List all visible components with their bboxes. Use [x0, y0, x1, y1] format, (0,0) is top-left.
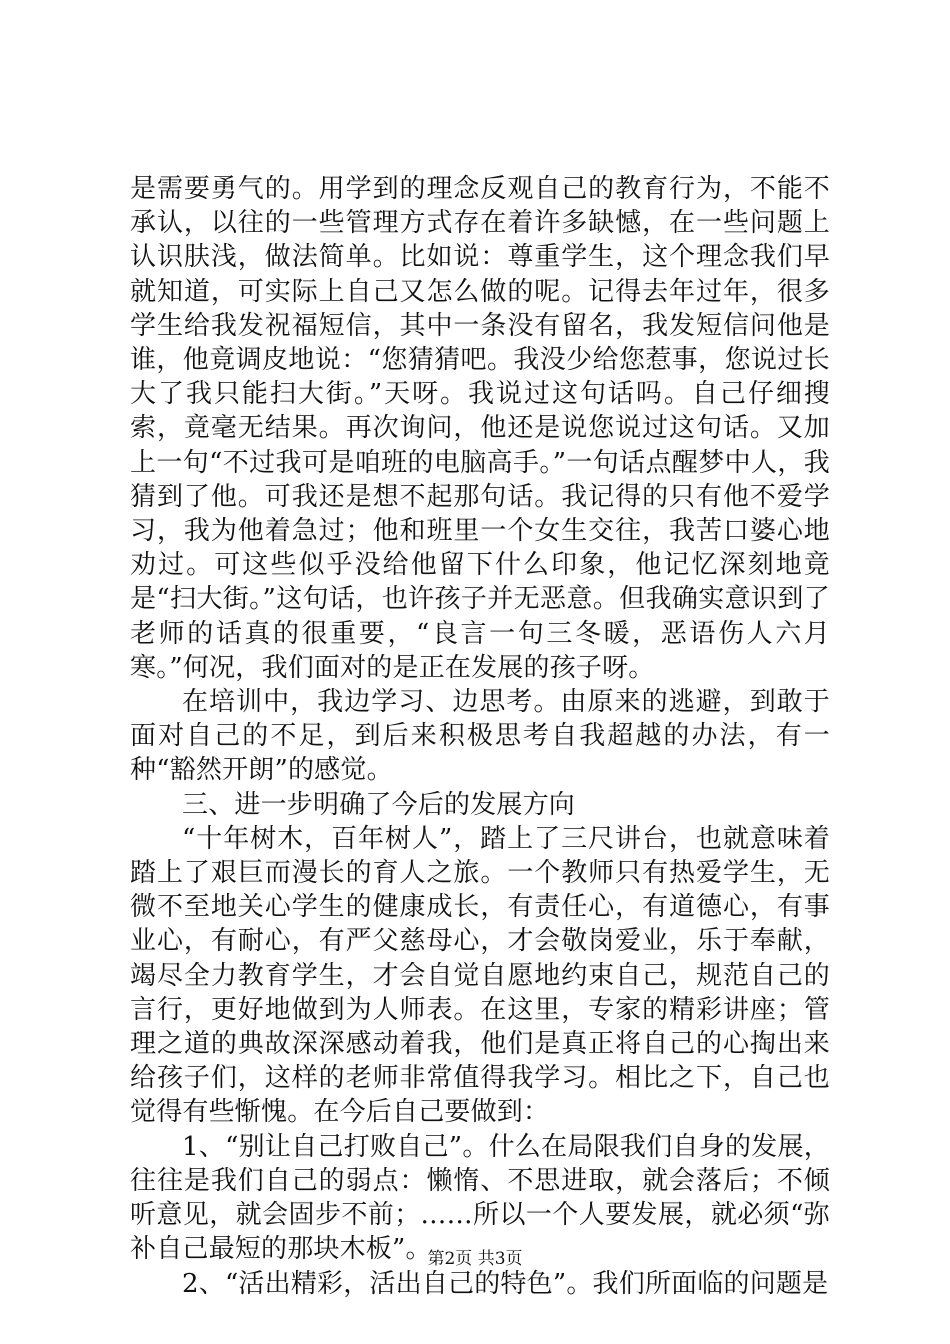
document-body	[130, 172, 830, 1301]
list-item-1: 1、“别让自己打败自己”。什么在局限我们自身的发展，往往是我们自己的弱点：懒惰、不思进取，就会落后；不倾听意见，就会固步不前；……所以一个人要发展，就必须“弥补自己最短的那块木板”。	[130, 1131, 830, 1265]
paragraph-1: 是需要勇气的。用学到的理念反观自己的教育行为，不能不承认，以往的一些管理方式存在着许多缺憾，在一些问题上认识肤浅，做法简单。比如说：尊重学生，这个理念我们早就知道，可实际上自己又怎么做的呢。记得去年过年，很多学生给我发祝福短信，其中一条没有留名，我发短信问他是谁，他竟调皮地说：“您猜猜吧。我没少给您惹事，您说过长大了我只能扫大街。”天呀。我说过这句话吗。自己仔细搜索，竟毫无结果。再次询问，他还是说您说过这句话。又加上一句“不过我可是咱班的电脑高手。”一句话点醒梦中人，我猜到了他。可我还是想不起那句话。我记得的只有他不爱学习，我为他着急过；他和班里一个女生交往，我苦口婆心地劝过。可这些似乎没给他留下什么印象，他记忆深刻地竟是“扫大街。”这句话，也许孩子并无恶意。但我确实意识到了老师的话真的很重要，“良言一句三冬暖，恶语伤人六月寒。”何况，我们面对的是正在发展的孩子呀。	[130, 174, 830, 683]
list-item-2: 2、“活出精彩，活出自己的特色”。我们所面临的问题是	[182, 1268, 829, 1299]
page-number-footer: 第2页 共3页	[427, 1249, 523, 1269]
paragraph-3: “十年树木，百年树人”，踏上了三尺讲台，也就意味着踏上了艰巨而漫长的育人之旅。一个教师只有热爱学生，无微不至地关心学生的健康成长，有责任心，有道德心，有事业心，有耐心，有严父慈母心，才会敬岗爱业，乐于奉献，竭尽全力教育学生，才会自觉自愿地约束自己，规范自己的言行，更好地做到为人师表。在这里，专家的精彩讲座；管理之道的典故深深感动着我，他们是真正将自己的心掏出来给孩子们，这样的老师非常值得我学习。相比之下，自己也觉得有些惭愧。在今后自己要做到：	[130, 823, 830, 1128]
paragraph-2: 在培训中，我边学习、边思考。由原来的逃避，到敢于面对自己的不足，到后来积极思考自我超越的办法，有一种“豁然开朗”的感觉。	[130, 687, 830, 786]
section-heading: 三、进一步明确了今后的发展方向	[182, 789, 576, 820]
